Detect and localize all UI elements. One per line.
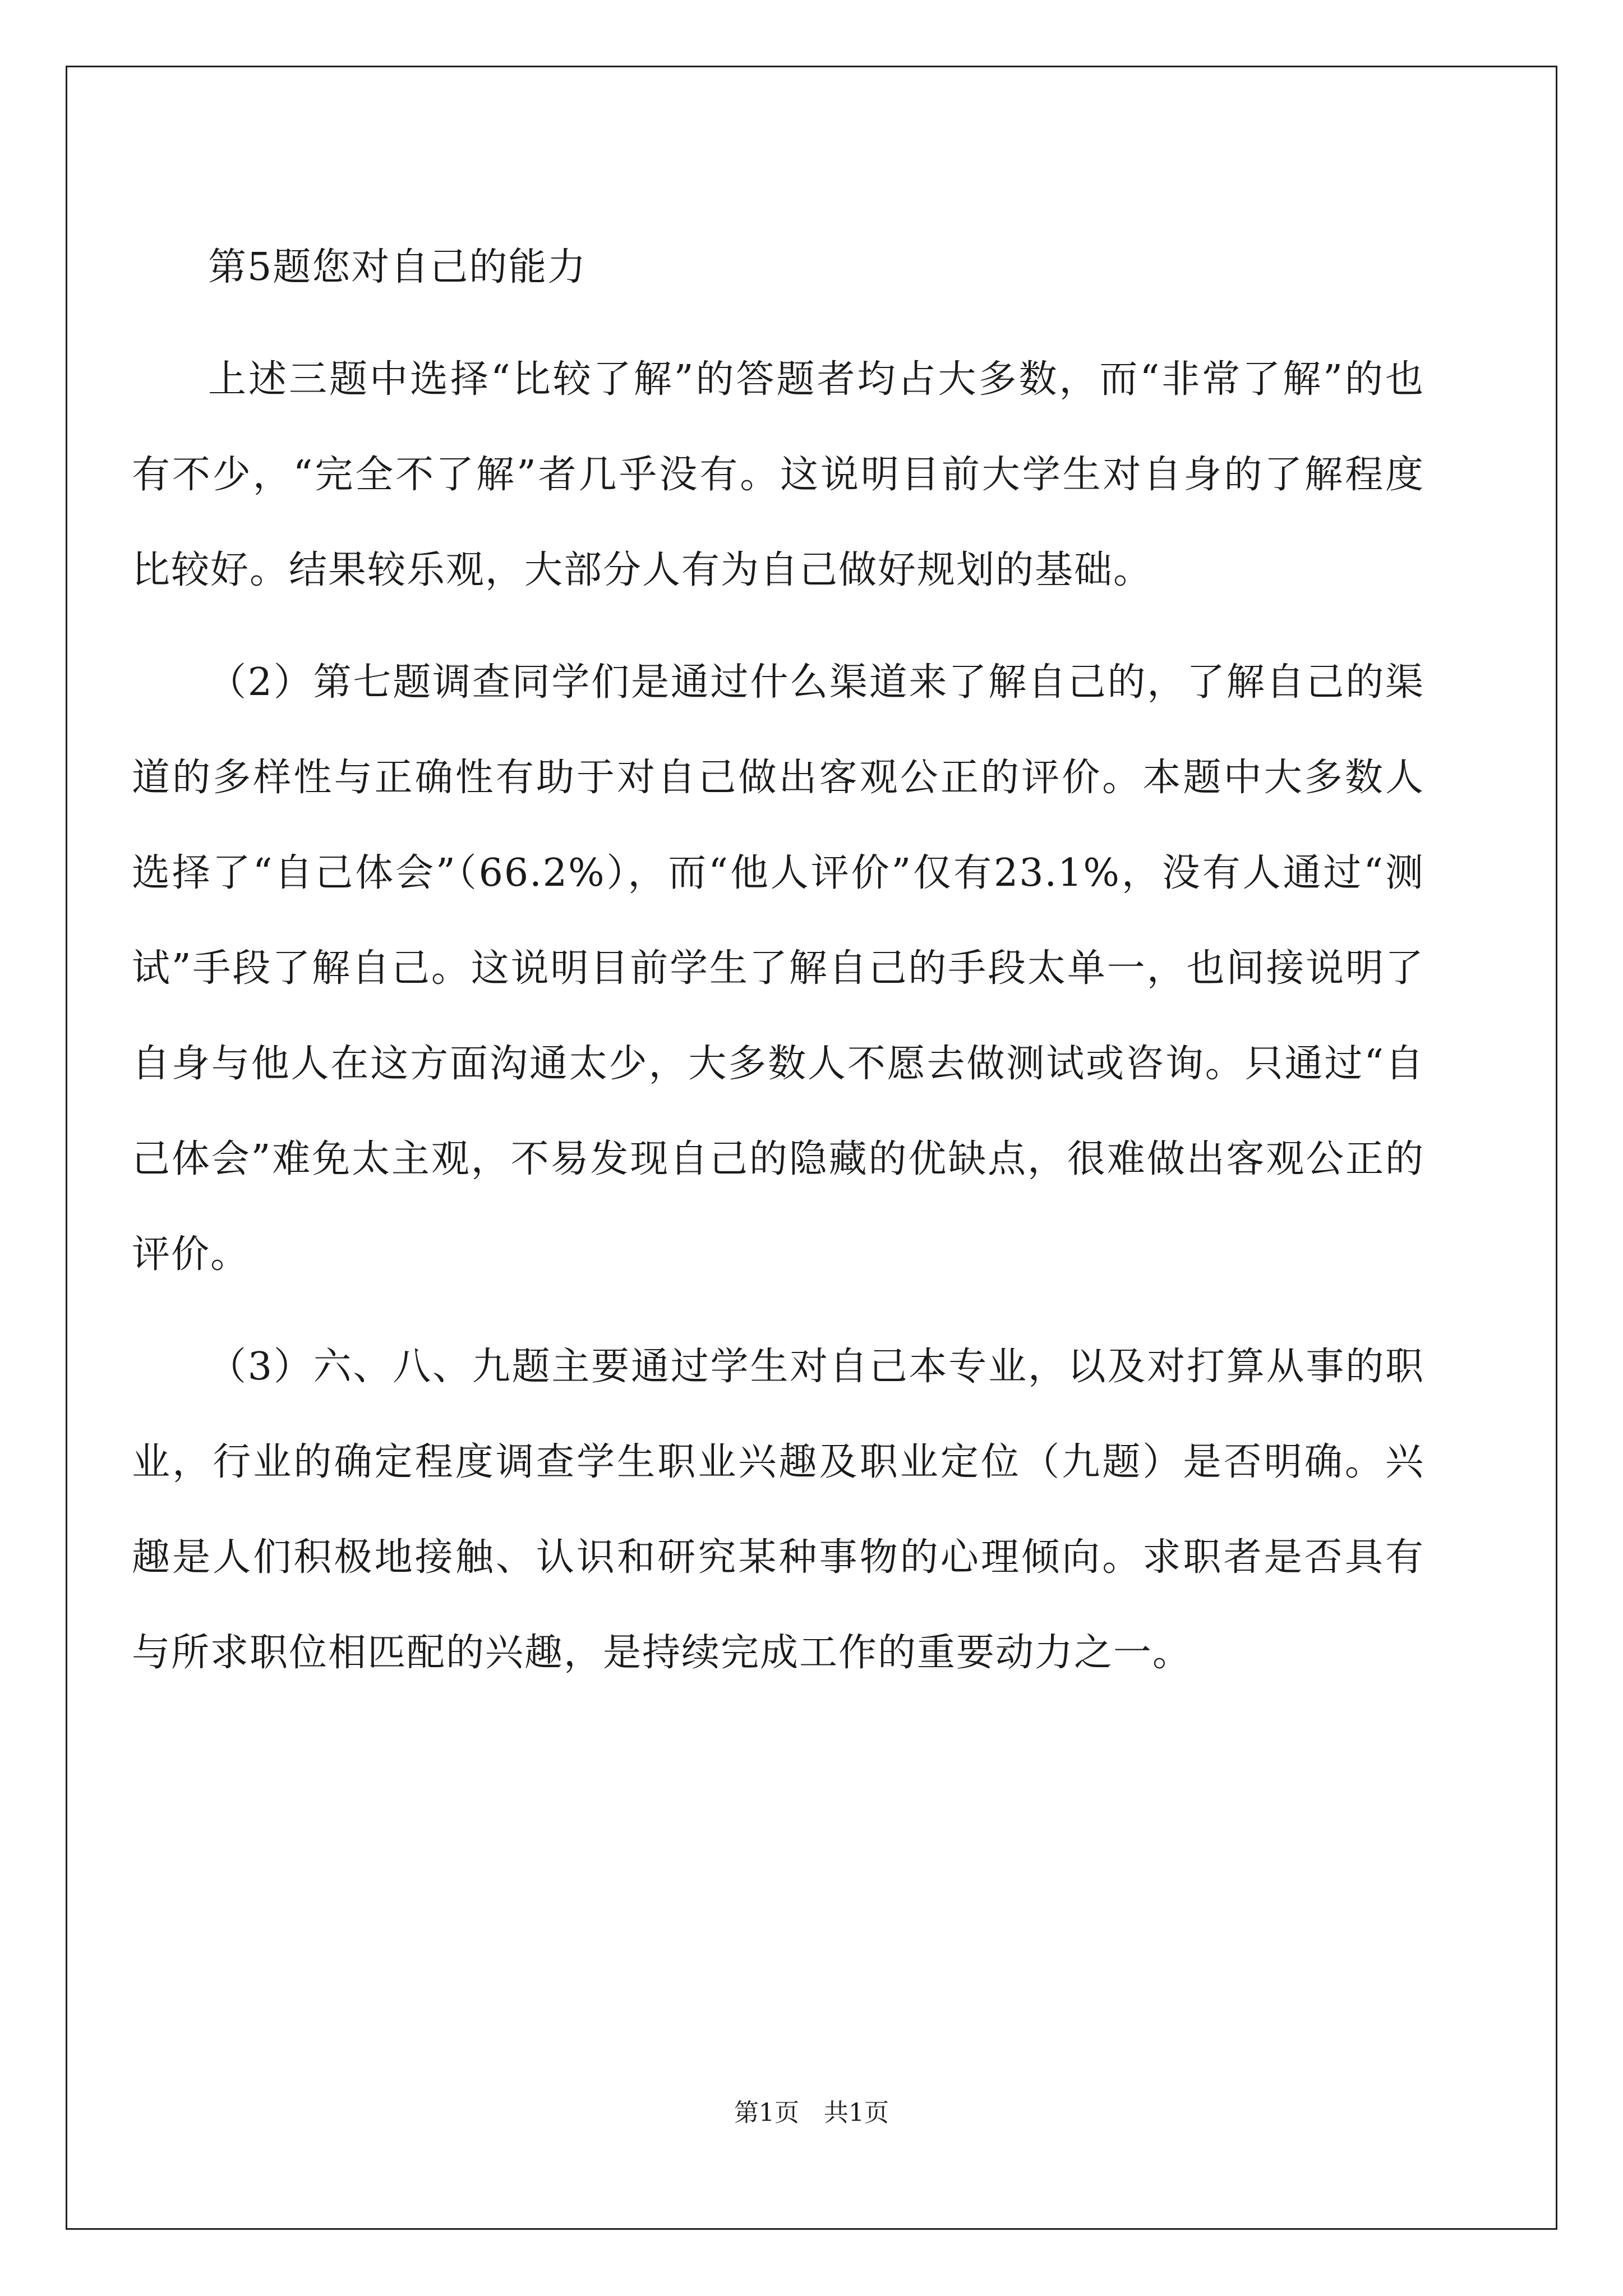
paragraph-question-5-heading: 第5题您对自己的能力 xyxy=(208,245,587,289)
page-footer: 第1页 共1页 xyxy=(734,2099,889,2127)
paragraph-question-7-channels: （2）第七题调查同学们是通过什么渠道来了解自己的，了解自己的渠道的多样性与正确性有助于对自己做出客观公正的评价。本题中大多数人选择了“自己体会”（66.2%），而“他人评价”仅有23.1%，没有人通过“测试”手段了解自己。这说明目前学生了解自己的手段太单一，也间接说明了自身与他人在这方面沟通太少，大多数人不愿去做测试或咨询。只通过“自己体会”难免太主观，不易发现自己的隐藏的优缺点，很难做出客观公正的评价。 xyxy=(132,660,1424,1277)
paragraph-self-understanding: 上述三题中选择“比较了解”的答题者均占大多数，而“非常了解”的也有不少，“完全不了解”者几乎没有。这说明目前大学生对自身的了解程度比较好。结果较乐观，大部分人有为自己做好规划的基础。 xyxy=(132,357,1424,592)
document-body xyxy=(132,220,1424,1701)
paragraph-career-interest: （3）六、八、九题主要通过学生对自己本专业，以及对打算从事的职业，行业的确定程度调查学生职业兴趣及职业定位（九题）是否明确。兴趣是人们积极地接触、认识和研究某种事物的心理倾向。求职者是否具有与所求职位相匹配的兴趣，是持续完成工作的重要动力之一。 xyxy=(132,1345,1424,1675)
